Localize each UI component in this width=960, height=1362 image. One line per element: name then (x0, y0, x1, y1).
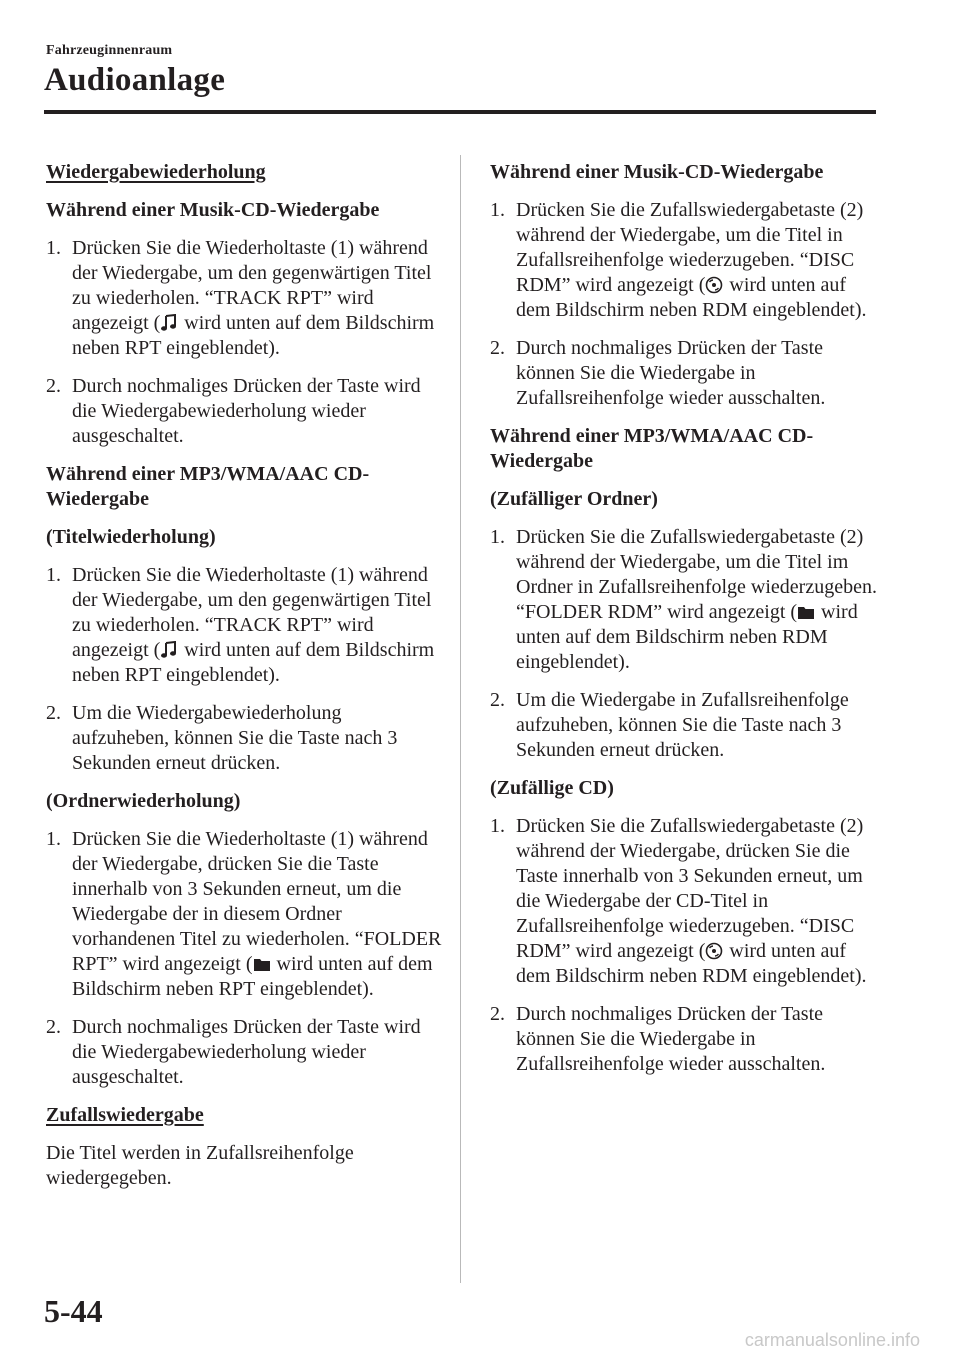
step-number: 2. (490, 1003, 505, 1025)
column-divider (460, 155, 461, 1283)
step-text: Drücken Sie die Zufallswiedergabetaste (2) während der Wiedergabe, um die Titel in Zufallsreihenfolge wiederzugeben. “DISC RDM” wird angezeigt ( wird unten auf dem Bildschirm neben RDM eingeblendet). (516, 199, 867, 321)
heading-repeat-playback: Wiedergabewiederholung (46, 161, 266, 183)
subheading-music-cd: Während einer Musik-CD-Wiedergabe (46, 199, 380, 221)
step-item (490, 525, 882, 675)
step-item (46, 563, 442, 688)
watermark-link[interactable]: carmanualsonline.info (744, 1330, 920, 1350)
step-item (46, 236, 442, 361)
step-text: Durch nochmaliges Drücken der Taste können Sie die Wiedergabe in Zufallsreihenfolge wieder ausschalten. (516, 1003, 826, 1075)
subheading-folder-repeat: (Ordnerwiederholung) (46, 790, 241, 812)
step-item (490, 814, 882, 989)
step-text: Durch nochmaliges Drücken der Taste wird die Wiedergabewiederholung wieder ausgeschaltet. (72, 1016, 421, 1088)
random-intro-text: Die Titel werden in Zufallsreihenfolge wiedergegeben. (46, 1142, 354, 1189)
step-text: Durch nochmaliges Drücken der Taste wird die Wiedergabewiederholung wieder ausgeschaltet. (72, 375, 421, 447)
subheading-mp3-cd: Während einer MP3/WMA/AAC CD-Wiedergabe (490, 425, 814, 472)
folder-icon (253, 955, 271, 973)
step-number: 2. (490, 689, 505, 711)
step-number: 2. (46, 1016, 61, 1038)
subheading-music-cd: Während einer Musik-CD-Wiedergabe (490, 161, 824, 183)
step-text: Durch nochmaliges Drücken der Taste können Sie die Wiedergabe in Zufallsreihenfolge wieder ausschalten. (516, 337, 826, 409)
step-text: Drücken Sie die Zufallswiedergabetaste (2) während der Wiedergabe, drücken Sie die Taste innerhalb von 3 Sekunden erneut, um die Wiedergabe der CD-Titel in Zufallsreihenfolge wiederzugeben. “DISC RDM” wird angezeigt ( wird unten auf dem Bildschirm neben RDM eingeblendet). (516, 815, 867, 987)
step-item (490, 336, 882, 411)
step-item (490, 198, 882, 323)
music-note-icon (160, 641, 178, 659)
step-text: Drücken Sie die Wiederholtaste (1) während der Wiedergabe, um den gegenwärtigen Titel zu wiederholen. “TRACK RPT” wird angezeigt ( wird unten auf dem Bildschirm neben RPT eingeblendet). (72, 237, 435, 359)
left-column (46, 160, 442, 1204)
step-number: 2. (490, 337, 505, 359)
step-item (46, 1015, 442, 1090)
step-text: Um die Wiedergabewiederholung aufzuheben, können Sie die Taste nach 3 Sekunden erneut drücken. (72, 702, 398, 774)
step-number: 1. (46, 828, 61, 850)
step-item (490, 1002, 882, 1077)
step-item (46, 374, 442, 449)
subheading-random-folder: (Zufälliger Ordner) (490, 488, 658, 510)
right-column (490, 160, 882, 1090)
section-title: Fahrzeuginnenraum (46, 43, 173, 58)
subheading-mp3-cd: Während einer MP3/WMA/AAC CD-Wiedergabe (46, 463, 370, 510)
page-number: 5-44 (44, 1293, 103, 1329)
step-text: Drücken Sie die Zufallswiedergabetaste (2) während der Wiedergabe, um die Titel im Ordner in Zufallsreihenfolge wiederzugeben. “FOLDER RDM” wird angezeigt ( wird unten auf dem Bildschirm neben RDM eingeblendet). (516, 526, 877, 673)
step-number: 1. (490, 526, 505, 548)
step-item (46, 701, 442, 776)
disc-icon (705, 276, 723, 294)
step-item (46, 827, 442, 1002)
step-number: 1. (490, 815, 505, 837)
disc-icon (705, 942, 723, 960)
heading-random-playback: Zufallswiedergabe (46, 1104, 204, 1126)
page-title: Audioanlage (44, 62, 226, 98)
step-item (490, 688, 882, 763)
step-text: Drücken Sie die Wiederholtaste (1) während der Wiedergabe, um den gegenwärtigen Titel zu wiederholen. “TRACK RPT” wird angezeigt ( wird unten auf dem Bildschirm neben RPT eingeblendet). (72, 564, 435, 686)
header-rule (44, 110, 876, 114)
step-text: Um die Wiedergabe in Zufallsreihenfolge aufzuheben, können Sie die Taste nach 3 Sekunden erneut drücken. (516, 689, 849, 761)
step-text: Drücken Sie die Wiederholtaste (1) während der Wiedergabe, drücken Sie die Taste innerhalb von 3 Sekunden erneut, um die Wiedergabe der in diesem Ordner vorhandenen Titel zu wiederholen. “FOLDER RPT” wird angezeigt ( wird unten auf dem Bildschirm neben RPT eingeblendet). (72, 828, 442, 1000)
step-number: 1. (46, 564, 61, 586)
step-number: 1. (46, 237, 61, 259)
folder-icon (797, 603, 815, 621)
step-number: 1. (490, 199, 505, 221)
subheading-random-cd: (Zufällige CD) (490, 777, 614, 799)
subheading-track-repeat: (Titelwiederholung) (46, 526, 216, 548)
step-number: 2. (46, 702, 61, 724)
step-number: 2. (46, 375, 61, 397)
music-note-icon (160, 314, 178, 332)
